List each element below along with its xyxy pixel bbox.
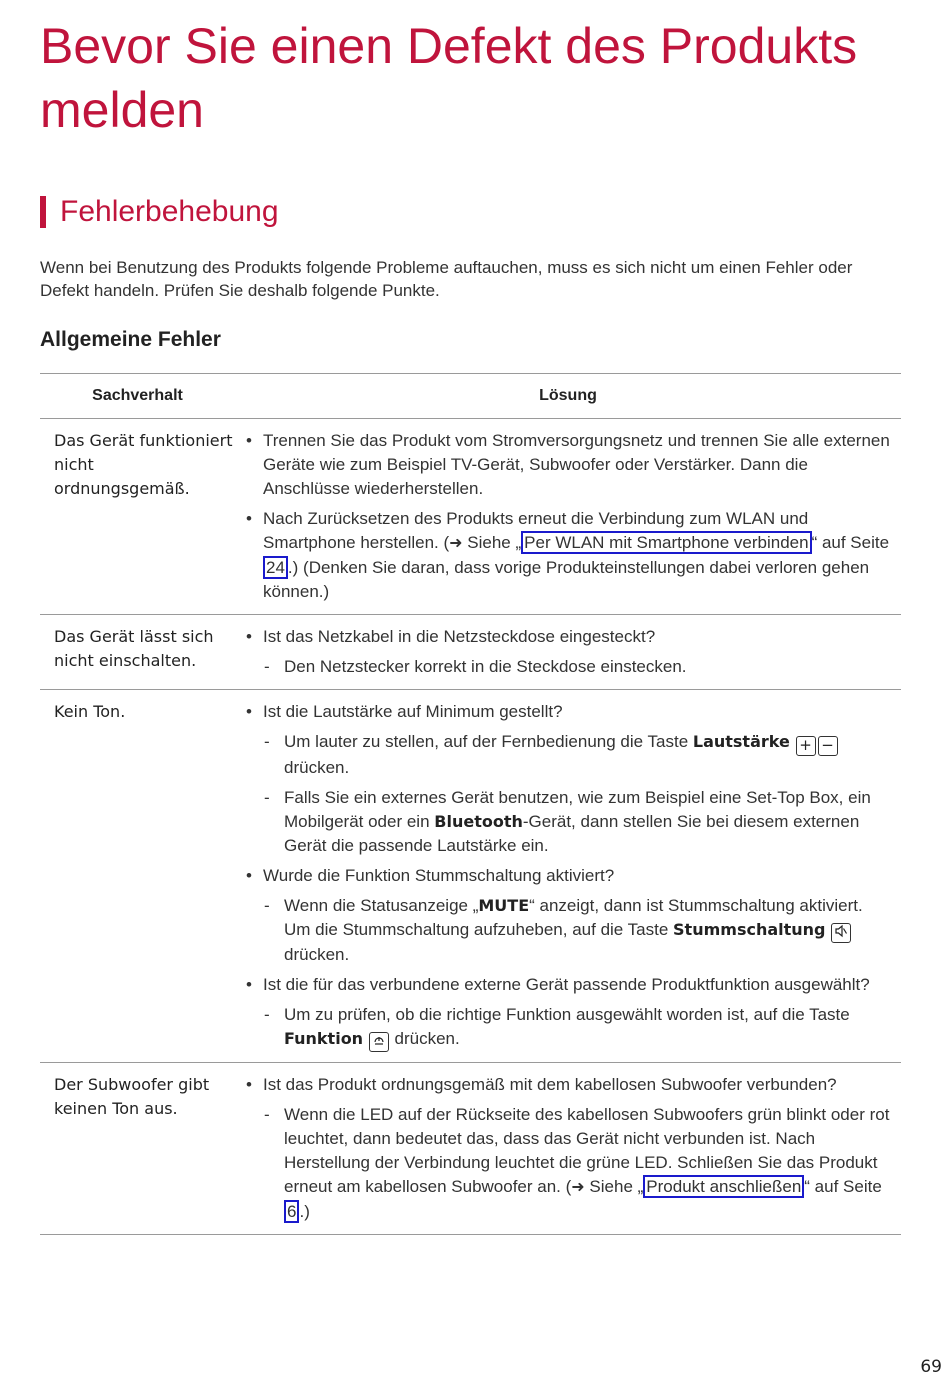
section-accent-bar (40, 196, 46, 228)
dash-marker: - (264, 788, 270, 807)
subitem-text: Um lauter zu stellen, auf der Fernbedienung die Taste (284, 732, 693, 751)
troubleshooting-table (40, 373, 901, 1235)
mute-status-label: MUTE (478, 896, 530, 915)
solution-subitem (246, 894, 891, 967)
bullet-marker: • (246, 866, 252, 885)
dash-marker: - (264, 1105, 270, 1124)
bullet-text: Ist das Netzkabel in die Netzsteckdose eingesteckt? (263, 627, 656, 646)
bullet-marker: • (246, 975, 252, 994)
subitem-text: drücken. (284, 758, 350, 777)
subitem-text: Falls Sie ein externes Gerät benutzen, wie zum Beispiel eine Set-Top Box, ein Mobilgerät oder ein (284, 788, 871, 831)
solution-bullet (246, 507, 891, 604)
subitem-text: drücken. (389, 1029, 460, 1048)
dash-marker: - (264, 732, 270, 751)
bullet-text: Nach Zurücksetzen des Produkts erneut die Verbindung zum WLAN und Smartphone herstellen. ( (263, 509, 809, 552)
bullet-text: “ auf Seite (811, 533, 890, 552)
table-row (40, 419, 901, 615)
subheading: Allgemeine Fehler (40, 328, 221, 351)
bullet-marker: • (246, 431, 252, 450)
dash-marker: - (264, 896, 270, 915)
bullet-text: Ist die für das verbundene externe Gerät passende Produktfunktion ausgewählt? (263, 975, 870, 994)
column-header-solution: Lösung (539, 387, 597, 404)
table-row (40, 690, 901, 1063)
bullet-text: .) (Denken Sie daran, dass vorige Produkteinstellungen dabei verloren gehen können.) (263, 558, 870, 601)
dash-marker: - (264, 657, 270, 676)
solution-cell (234, 700, 901, 1052)
solution-bullet (246, 1073, 891, 1224)
key-label: Stummschaltung (673, 920, 826, 939)
subitem-text: Um zu prüfen, ob die richtige Funktion ausgewählt worden ist, auf die Taste (284, 1005, 850, 1024)
subitem-text: “ anzeigt, dann ist Stummschaltung aktiviert. Um die Stummschaltung aufzuheben, auf die Taste (284, 896, 863, 939)
issue-cell: Das Gerät funktioniert nicht ordnungsgemäß. (54, 431, 233, 498)
section-title: Fehlerbehebung (60, 195, 279, 228)
solution-cell (234, 625, 901, 679)
table-row (40, 615, 901, 690)
subitem-text: Den Netzstecker korrekt in die Steckdose einstecken. (284, 657, 687, 676)
subitem-text: -Gerät, dann stellen Sie bei diesem externen Gerät die passende Lautstärke ein. (284, 812, 860, 855)
bullet-text: Ist das Produkt ordnungsgemäß mit dem kabellosen Subwoofer verbunden? (263, 1075, 837, 1094)
intro-paragraph: Wenn bei Benutzung des Produkts folgende Probleme auftauchen, muss es sich nicht um einen Fehler oder Defekt handeln. Prüfen Sie deshalb folgende Punkte. (40, 258, 853, 300)
page-number: 69 (920, 1357, 942, 1377)
arrow-right-icon: ➜ (571, 1179, 585, 1196)
bullet-marker: • (246, 509, 252, 528)
subitem-text: Siehe „ (584, 1177, 644, 1196)
solution-cell (234, 1073, 901, 1224)
solution-bullet (246, 973, 891, 1052)
page-title: Bevor Sie einen Defekt des Produkts melden (40, 18, 858, 138)
minus-key-icon: − (818, 736, 838, 756)
issue-cell: Das Gerät lässt sich nicht einschalten. (54, 627, 214, 670)
solution-bullet (246, 700, 891, 858)
solution-cell (234, 429, 901, 604)
bullet-marker: • (246, 702, 252, 721)
key-label: Funktion (284, 1029, 364, 1048)
subitem-text: .) (299, 1202, 310, 1221)
function-key-icon (369, 1032, 389, 1052)
plus-key-icon: + (796, 736, 816, 756)
mute-key-icon (831, 923, 851, 943)
bullet-marker: • (246, 627, 252, 646)
bullet-marker: • (246, 1075, 252, 1094)
solution-subitem (246, 1003, 891, 1052)
subitem-text: drücken. (284, 945, 350, 964)
arrow-right-icon: ➜ (449, 535, 463, 552)
table-header (40, 373, 901, 419)
cross-reference-link[interactable]: Produkt anschließen (643, 1175, 804, 1198)
key-label: Lautstärke (692, 732, 790, 751)
subitem-text: Wenn die Statusanzeige „ (284, 896, 479, 915)
solution-subitem (246, 786, 891, 858)
subitem-text: Wenn die LED auf der Rückseite des kabellosen Subwoofers grün blinkt oder rot leuchtet, dann bedeutet das, dass das Gerät nicht verbunden ist. Nach Herstellung der Verbindung leuchtet die grüne LED. Schließen Sie das Produkt erneut am kabellosen Subwoofer an. ( (284, 1105, 890, 1196)
solution-subitem (246, 730, 891, 780)
cross-reference-link[interactable]: Per WLAN mit Smartphone verbinden (521, 531, 811, 554)
bullet-text: Trennen Sie das Produkt vom Stromversorgungsnetz und trennen Sie alle externen Geräte wie zum Beispiel TV-Gerät, Subwoofer oder Verstärker. Dann die Anschlüsse wiederherstellen. (263, 431, 890, 498)
column-header-issue: Sachverhalt (92, 387, 183, 404)
page-reference-link[interactable]: 24 (263, 556, 288, 579)
subitem-text: “ auf Seite (804, 1177, 882, 1196)
page-reference-link[interactable]: 6 (284, 1200, 299, 1223)
solution-bullet (246, 429, 891, 501)
table-row (40, 1063, 901, 1235)
solution-bullet (246, 625, 891, 679)
issue-cell: Kein Ton. (54, 702, 126, 721)
bluetooth-label: Bluetooth (434, 812, 523, 831)
bullet-text: Wurde die Funktion Stummschaltung aktiviert? (263, 866, 615, 885)
bullet-text: Siehe „ (462, 533, 522, 552)
solution-subitem (246, 655, 891, 679)
bullet-text: Ist die Lautstärke auf Minimum gestellt? (263, 702, 563, 721)
solution-bullet (246, 864, 891, 967)
section-heading (40, 192, 279, 232)
issue-cell: Der Subwoofer gibt keinen Ton aus. (54, 1075, 210, 1118)
solution-subitem (246, 1103, 891, 1224)
dash-marker: - (264, 1005, 270, 1024)
